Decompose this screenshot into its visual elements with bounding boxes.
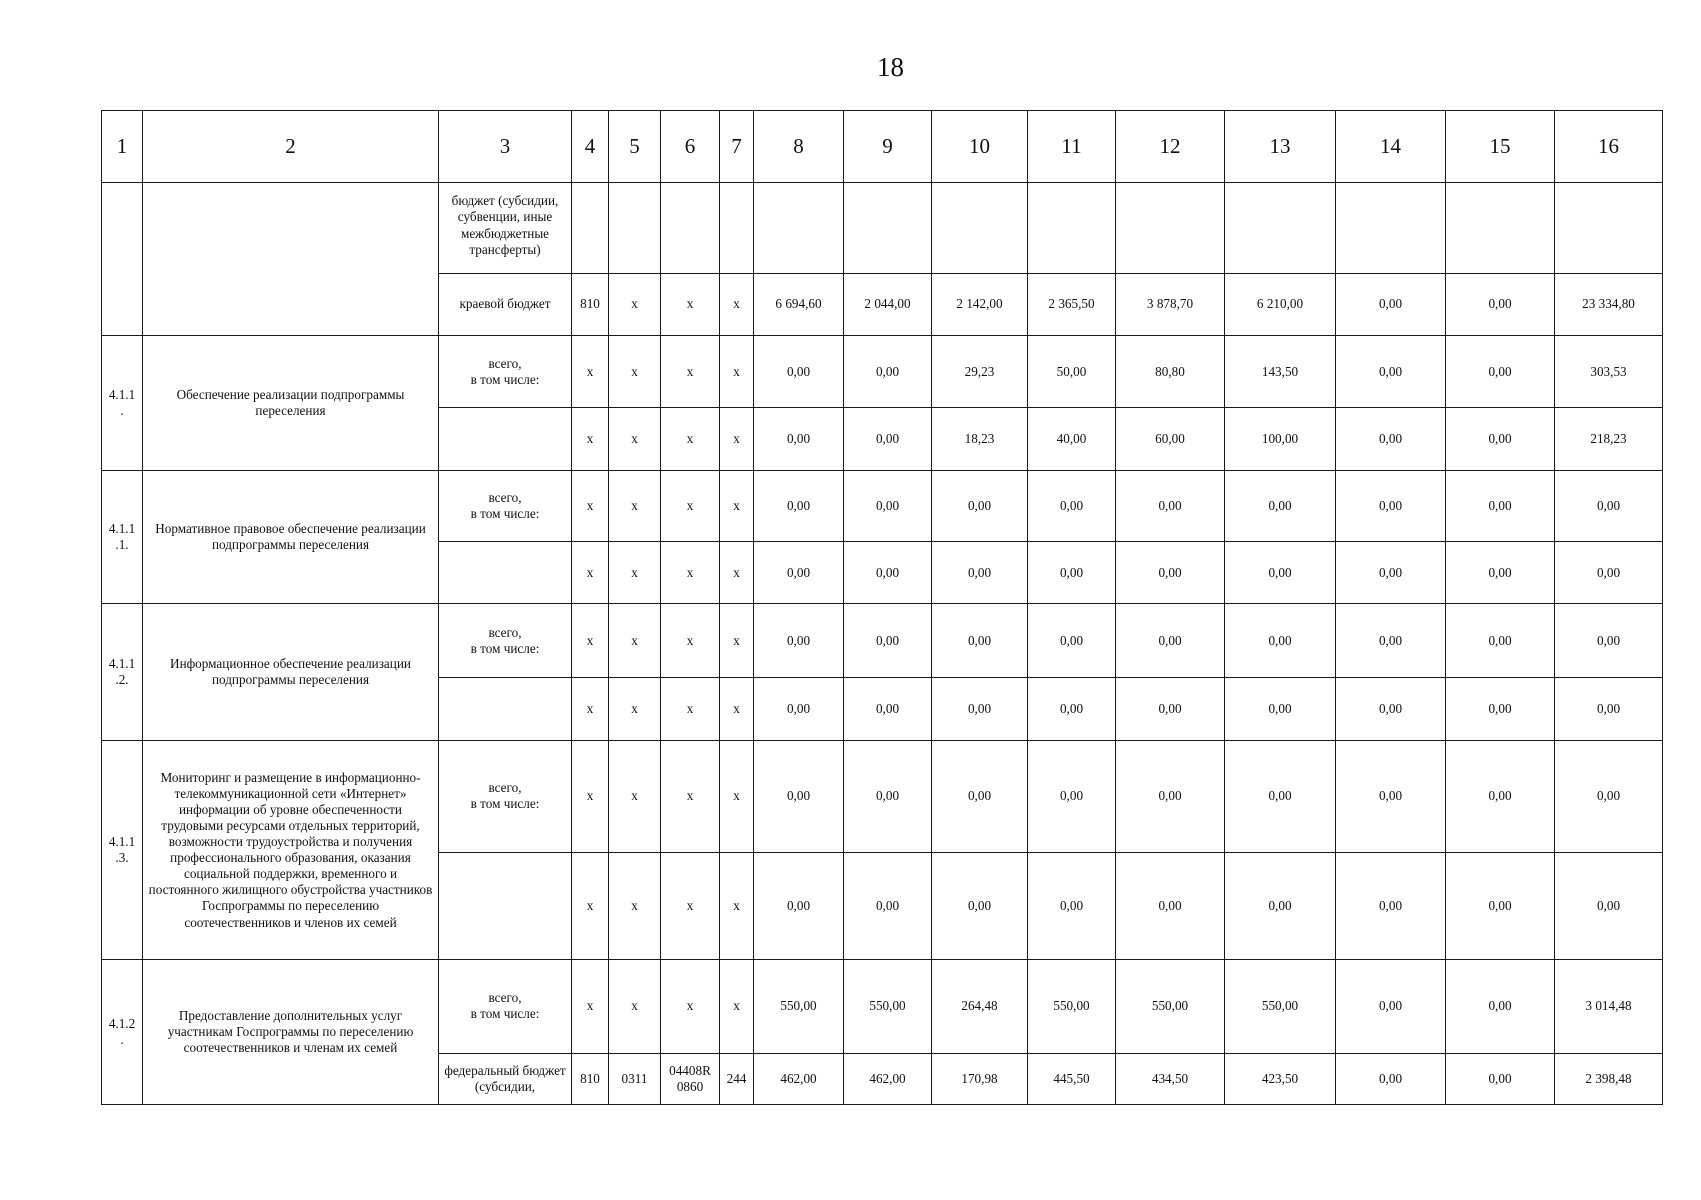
row-index: 4.1.2 . (102, 960, 143, 1105)
value-cell-col-7: x (720, 273, 754, 335)
value-cell-col-15: 0,00 (1446, 1053, 1555, 1104)
budget-table (101, 110, 1663, 1105)
value-cell-col-4: x (572, 960, 609, 1053)
value-cell-col-16: 0,00 (1555, 604, 1663, 677)
table-row (102, 183, 1663, 273)
funding-source: всего, в том числе: (439, 336, 572, 408)
table-row (102, 470, 1663, 541)
value-cell-col-16: 0,00 (1555, 542, 1663, 604)
header-row (102, 111, 1663, 183)
value-cell-col-13: 6 210,00 (1225, 273, 1336, 335)
header-cell: 16 (1555, 111, 1663, 183)
header-cell: 7 (720, 111, 754, 183)
value-cell-col-16: 3 014,48 (1555, 960, 1663, 1053)
empty-cell (720, 183, 754, 273)
value-cell-col-12: 0,00 (1116, 470, 1225, 541)
value-cell-col-15: 0,00 (1446, 852, 1555, 960)
value-cell-col-9: 0,00 (844, 677, 932, 740)
value-cell-col-6: x (661, 336, 720, 408)
value-cell-col-13: 0,00 (1225, 852, 1336, 960)
funding-source: краевой бюджет (439, 273, 572, 335)
value-cell-col-10: 29,23 (932, 336, 1028, 408)
empty-cell (754, 183, 844, 273)
header-cell: 12 (1116, 111, 1225, 183)
value-cell-col-12: 0,00 (1116, 677, 1225, 740)
value-cell-col-14: 0,00 (1336, 960, 1446, 1053)
value-cell-col-16: 0,00 (1555, 677, 1663, 740)
value-cell-col-11: 0,00 (1028, 677, 1116, 740)
funding-source: бюджет (субсидии, субвенции, иные межбюджетные трансферты) (439, 183, 572, 273)
value-cell-col-6: x (661, 960, 720, 1053)
value-cell-col-6: x (661, 273, 720, 335)
row-index (102, 183, 143, 336)
value-cell-col-11: 50,00 (1028, 336, 1116, 408)
value-cell-col-11: 2 365,50 (1028, 273, 1116, 335)
value-cell-col-9: 550,00 (844, 960, 932, 1053)
value-cell-col-13: 550,00 (1225, 960, 1336, 1053)
value-cell-col-12: 550,00 (1116, 960, 1225, 1053)
value-cell-col-10: 0,00 (932, 741, 1028, 853)
value-cell-col-8: 0,00 (754, 470, 844, 541)
value-cell-col-6: x (661, 677, 720, 740)
value-cell-col-4: x (572, 741, 609, 853)
value-cell-col-13: 0,00 (1225, 470, 1336, 541)
funding-source: федеральный бюджет (субсидии, (439, 1053, 572, 1104)
header-cell: 5 (609, 111, 661, 183)
value-cell-col-16: 23 334,80 (1555, 273, 1663, 335)
value-cell-col-4: 810 (572, 1053, 609, 1104)
value-cell-col-6: 04408R 0860 (661, 1053, 720, 1104)
row-name: Предоставление дополнительных услуг участникам Госпрограммы по переселению соотечественников и членам их семей (143, 960, 439, 1105)
value-cell-col-7: 244 (720, 1053, 754, 1104)
value-cell-col-9: 0,00 (844, 852, 932, 960)
table-row (102, 741, 1663, 853)
value-cell-col-4: x (572, 470, 609, 541)
value-cell-col-8: 550,00 (754, 960, 844, 1053)
funding-source (439, 408, 572, 470)
empty-cell (1028, 183, 1116, 273)
value-cell-col-15: 0,00 (1446, 741, 1555, 853)
value-cell-col-9: 0,00 (844, 542, 932, 604)
funding-source: всего, в том числе: (439, 470, 572, 541)
value-cell-col-10: 18,23 (932, 408, 1028, 470)
value-cell-col-12: 0,00 (1116, 604, 1225, 677)
value-cell-col-11: 0,00 (1028, 542, 1116, 604)
value-cell-col-7: x (720, 677, 754, 740)
row-name (143, 183, 439, 336)
header-cell: 3 (439, 111, 572, 183)
value-cell-col-13: 143,50 (1225, 336, 1336, 408)
value-cell-col-4: 810 (572, 273, 609, 335)
value-cell-col-5: x (609, 960, 661, 1053)
value-cell-col-16: 0,00 (1555, 470, 1663, 541)
header-cell: 14 (1336, 111, 1446, 183)
header-cell: 2 (143, 111, 439, 183)
value-cell-col-5: x (609, 852, 661, 960)
value-cell-col-5: x (609, 273, 661, 335)
header-cell: 15 (1446, 111, 1555, 183)
value-cell-col-15: 0,00 (1446, 273, 1555, 335)
value-cell-col-8: 6 694,60 (754, 273, 844, 335)
value-cell-col-16: 218,23 (1555, 408, 1663, 470)
empty-cell (661, 183, 720, 273)
value-cell-col-5: x (609, 604, 661, 677)
empty-cell (932, 183, 1028, 273)
header-cell: 8 (754, 111, 844, 183)
value-cell-col-13: 100,00 (1225, 408, 1336, 470)
value-cell-col-7: x (720, 852, 754, 960)
value-cell-col-14: 0,00 (1336, 470, 1446, 541)
value-cell-col-8: 462,00 (754, 1053, 844, 1104)
value-cell-col-8: 0,00 (754, 336, 844, 408)
value-cell-col-12: 80,80 (1116, 336, 1225, 408)
value-cell-col-7: x (720, 408, 754, 470)
value-cell-col-9: 0,00 (844, 604, 932, 677)
value-cell-col-15: 0,00 (1446, 677, 1555, 740)
value-cell-col-8: 0,00 (754, 741, 844, 853)
value-cell-col-10: 0,00 (932, 852, 1028, 960)
empty-cell (1225, 183, 1336, 273)
value-cell-col-12: 434,50 (1116, 1053, 1225, 1104)
value-cell-col-10: 0,00 (932, 470, 1028, 541)
value-cell-col-10: 264,48 (932, 960, 1028, 1053)
empty-cell (609, 183, 661, 273)
value-cell-col-12: 60,00 (1116, 408, 1225, 470)
value-cell-col-13: 0,00 (1225, 741, 1336, 853)
value-cell-col-5: x (609, 741, 661, 853)
value-cell-col-4: x (572, 542, 609, 604)
value-cell-col-13: 0,00 (1225, 677, 1336, 740)
value-cell-col-4: x (572, 408, 609, 470)
value-cell-col-7: x (720, 336, 754, 408)
value-cell-col-14: 0,00 (1336, 542, 1446, 604)
row-index: 4.1.1 . (102, 336, 143, 471)
header-cell: 6 (661, 111, 720, 183)
value-cell-col-8: 0,00 (754, 408, 844, 470)
value-cell-col-9: 462,00 (844, 1053, 932, 1104)
funding-source: всего, в том числе: (439, 604, 572, 677)
value-cell-col-6: x (661, 408, 720, 470)
value-cell-col-12: 0,00 (1116, 542, 1225, 604)
table-row (102, 604, 1663, 677)
empty-cell (844, 183, 932, 273)
value-cell-col-16: 0,00 (1555, 741, 1663, 853)
value-cell-col-16: 303,53 (1555, 336, 1663, 408)
value-cell-col-8: 0,00 (754, 852, 844, 960)
row-name: Информационное обеспечение реализации подпрограммы переселения (143, 604, 439, 741)
value-cell-col-8: 0,00 (754, 677, 844, 740)
row-index: 4.1.1 .1. (102, 470, 143, 604)
value-cell-col-15: 0,00 (1446, 960, 1555, 1053)
value-cell-col-10: 0,00 (932, 604, 1028, 677)
value-cell-col-10: 0,00 (932, 542, 1028, 604)
value-cell-col-5: x (609, 336, 661, 408)
value-cell-col-5: x (609, 470, 661, 541)
row-name: Нормативное правовое обеспечение реализации подпрограммы переселения (143, 470, 439, 604)
value-cell-col-8: 0,00 (754, 542, 844, 604)
table-row (102, 336, 1663, 408)
value-cell-col-11: 0,00 (1028, 470, 1116, 541)
value-cell-col-13: 0,00 (1225, 542, 1336, 604)
row-index: 4.1.1 .3. (102, 741, 143, 960)
value-cell-col-14: 0,00 (1336, 273, 1446, 335)
value-cell-col-9: 0,00 (844, 741, 932, 853)
empty-cell (1116, 183, 1225, 273)
value-cell-col-5: x (609, 542, 661, 604)
empty-cell (1446, 183, 1555, 273)
value-cell-col-5: x (609, 677, 661, 740)
value-cell-col-10: 170,98 (932, 1053, 1028, 1104)
value-cell-col-9: 2 044,00 (844, 273, 932, 335)
value-cell-col-15: 0,00 (1446, 542, 1555, 604)
value-cell-col-11: 40,00 (1028, 408, 1116, 470)
value-cell-col-12: 0,00 (1116, 852, 1225, 960)
value-cell-col-5: x (609, 408, 661, 470)
value-cell-col-10: 2 142,00 (932, 273, 1028, 335)
value-cell-col-15: 0,00 (1446, 408, 1555, 470)
value-cell-col-6: x (661, 470, 720, 541)
value-cell-col-16: 0,00 (1555, 852, 1663, 960)
funding-source: всего, в том числе: (439, 741, 572, 853)
value-cell-col-15: 0,00 (1446, 604, 1555, 677)
value-cell-col-6: x (661, 604, 720, 677)
value-cell-col-4: x (572, 336, 609, 408)
value-cell-col-7: x (720, 604, 754, 677)
header-cell: 11 (1028, 111, 1116, 183)
value-cell-col-6: x (661, 741, 720, 853)
value-cell-col-14: 0,00 (1336, 1053, 1446, 1104)
value-cell-col-12: 0,00 (1116, 741, 1225, 853)
funding-source (439, 677, 572, 740)
value-cell-col-7: x (720, 470, 754, 541)
value-cell-col-12: 3 878,70 (1116, 273, 1225, 335)
header-cell: 4 (572, 111, 609, 183)
funding-source (439, 852, 572, 960)
value-cell-col-15: 0,00 (1446, 336, 1555, 408)
value-cell-col-4: x (572, 852, 609, 960)
value-cell-col-14: 0,00 (1336, 741, 1446, 853)
value-cell-col-11: 0,00 (1028, 852, 1116, 960)
value-cell-col-6: x (661, 852, 720, 960)
value-cell-col-11: 445,50 (1028, 1053, 1116, 1104)
header-cell: 1 (102, 111, 143, 183)
empty-cell (572, 183, 609, 273)
value-cell-col-15: 0,00 (1446, 470, 1555, 541)
value-cell-col-16: 2 398,48 (1555, 1053, 1663, 1104)
row-index: 4.1.1 .2. (102, 604, 143, 741)
header-cell: 9 (844, 111, 932, 183)
value-cell-col-9: 0,00 (844, 470, 932, 541)
value-cell-col-9: 0,00 (844, 408, 932, 470)
value-cell-col-4: x (572, 604, 609, 677)
value-cell-col-11: 0,00 (1028, 741, 1116, 853)
value-cell-col-7: x (720, 741, 754, 853)
value-cell-col-8: 0,00 (754, 604, 844, 677)
header-cell: 13 (1225, 111, 1336, 183)
value-cell-col-14: 0,00 (1336, 408, 1446, 470)
empty-cell (1336, 183, 1446, 273)
header-cell: 10 (932, 111, 1028, 183)
value-cell-col-7: x (720, 960, 754, 1053)
row-name: Мониторинг и размещение в информационно-телекоммуникационной сети «Интернет» информации об уровне обеспеченности трудовыми ресурсами отдельных территорий, возможности трудоустройства и получения профессионального образования, оказания социальной поддержки, временного и постоянного жилищного обустройства участников Госпрограммы по переселению соотечественников и членов их семей (143, 741, 439, 960)
page-number: 18 (877, 52, 904, 82)
value-cell-col-13: 0,00 (1225, 604, 1336, 677)
value-cell-col-14: 0,00 (1336, 677, 1446, 740)
table-row (102, 960, 1663, 1053)
value-cell-col-6: x (661, 542, 720, 604)
value-cell-col-7: x (720, 542, 754, 604)
empty-cell (1555, 183, 1663, 273)
value-cell-col-5: 0311 (609, 1053, 661, 1104)
funding-source: всего, в том числе: (439, 960, 572, 1053)
value-cell-col-14: 0,00 (1336, 852, 1446, 960)
value-cell-col-13: 423,50 (1225, 1053, 1336, 1104)
value-cell-col-9: 0,00 (844, 336, 932, 408)
value-cell-col-4: x (572, 677, 609, 740)
value-cell-col-11: 0,00 (1028, 604, 1116, 677)
value-cell-col-10: 0,00 (932, 677, 1028, 740)
value-cell-col-14: 0,00 (1336, 336, 1446, 408)
row-name: Обеспечение реализации подпрограммы переселения (143, 336, 439, 471)
funding-source (439, 542, 572, 604)
value-cell-col-11: 550,00 (1028, 960, 1116, 1053)
value-cell-col-14: 0,00 (1336, 604, 1446, 677)
